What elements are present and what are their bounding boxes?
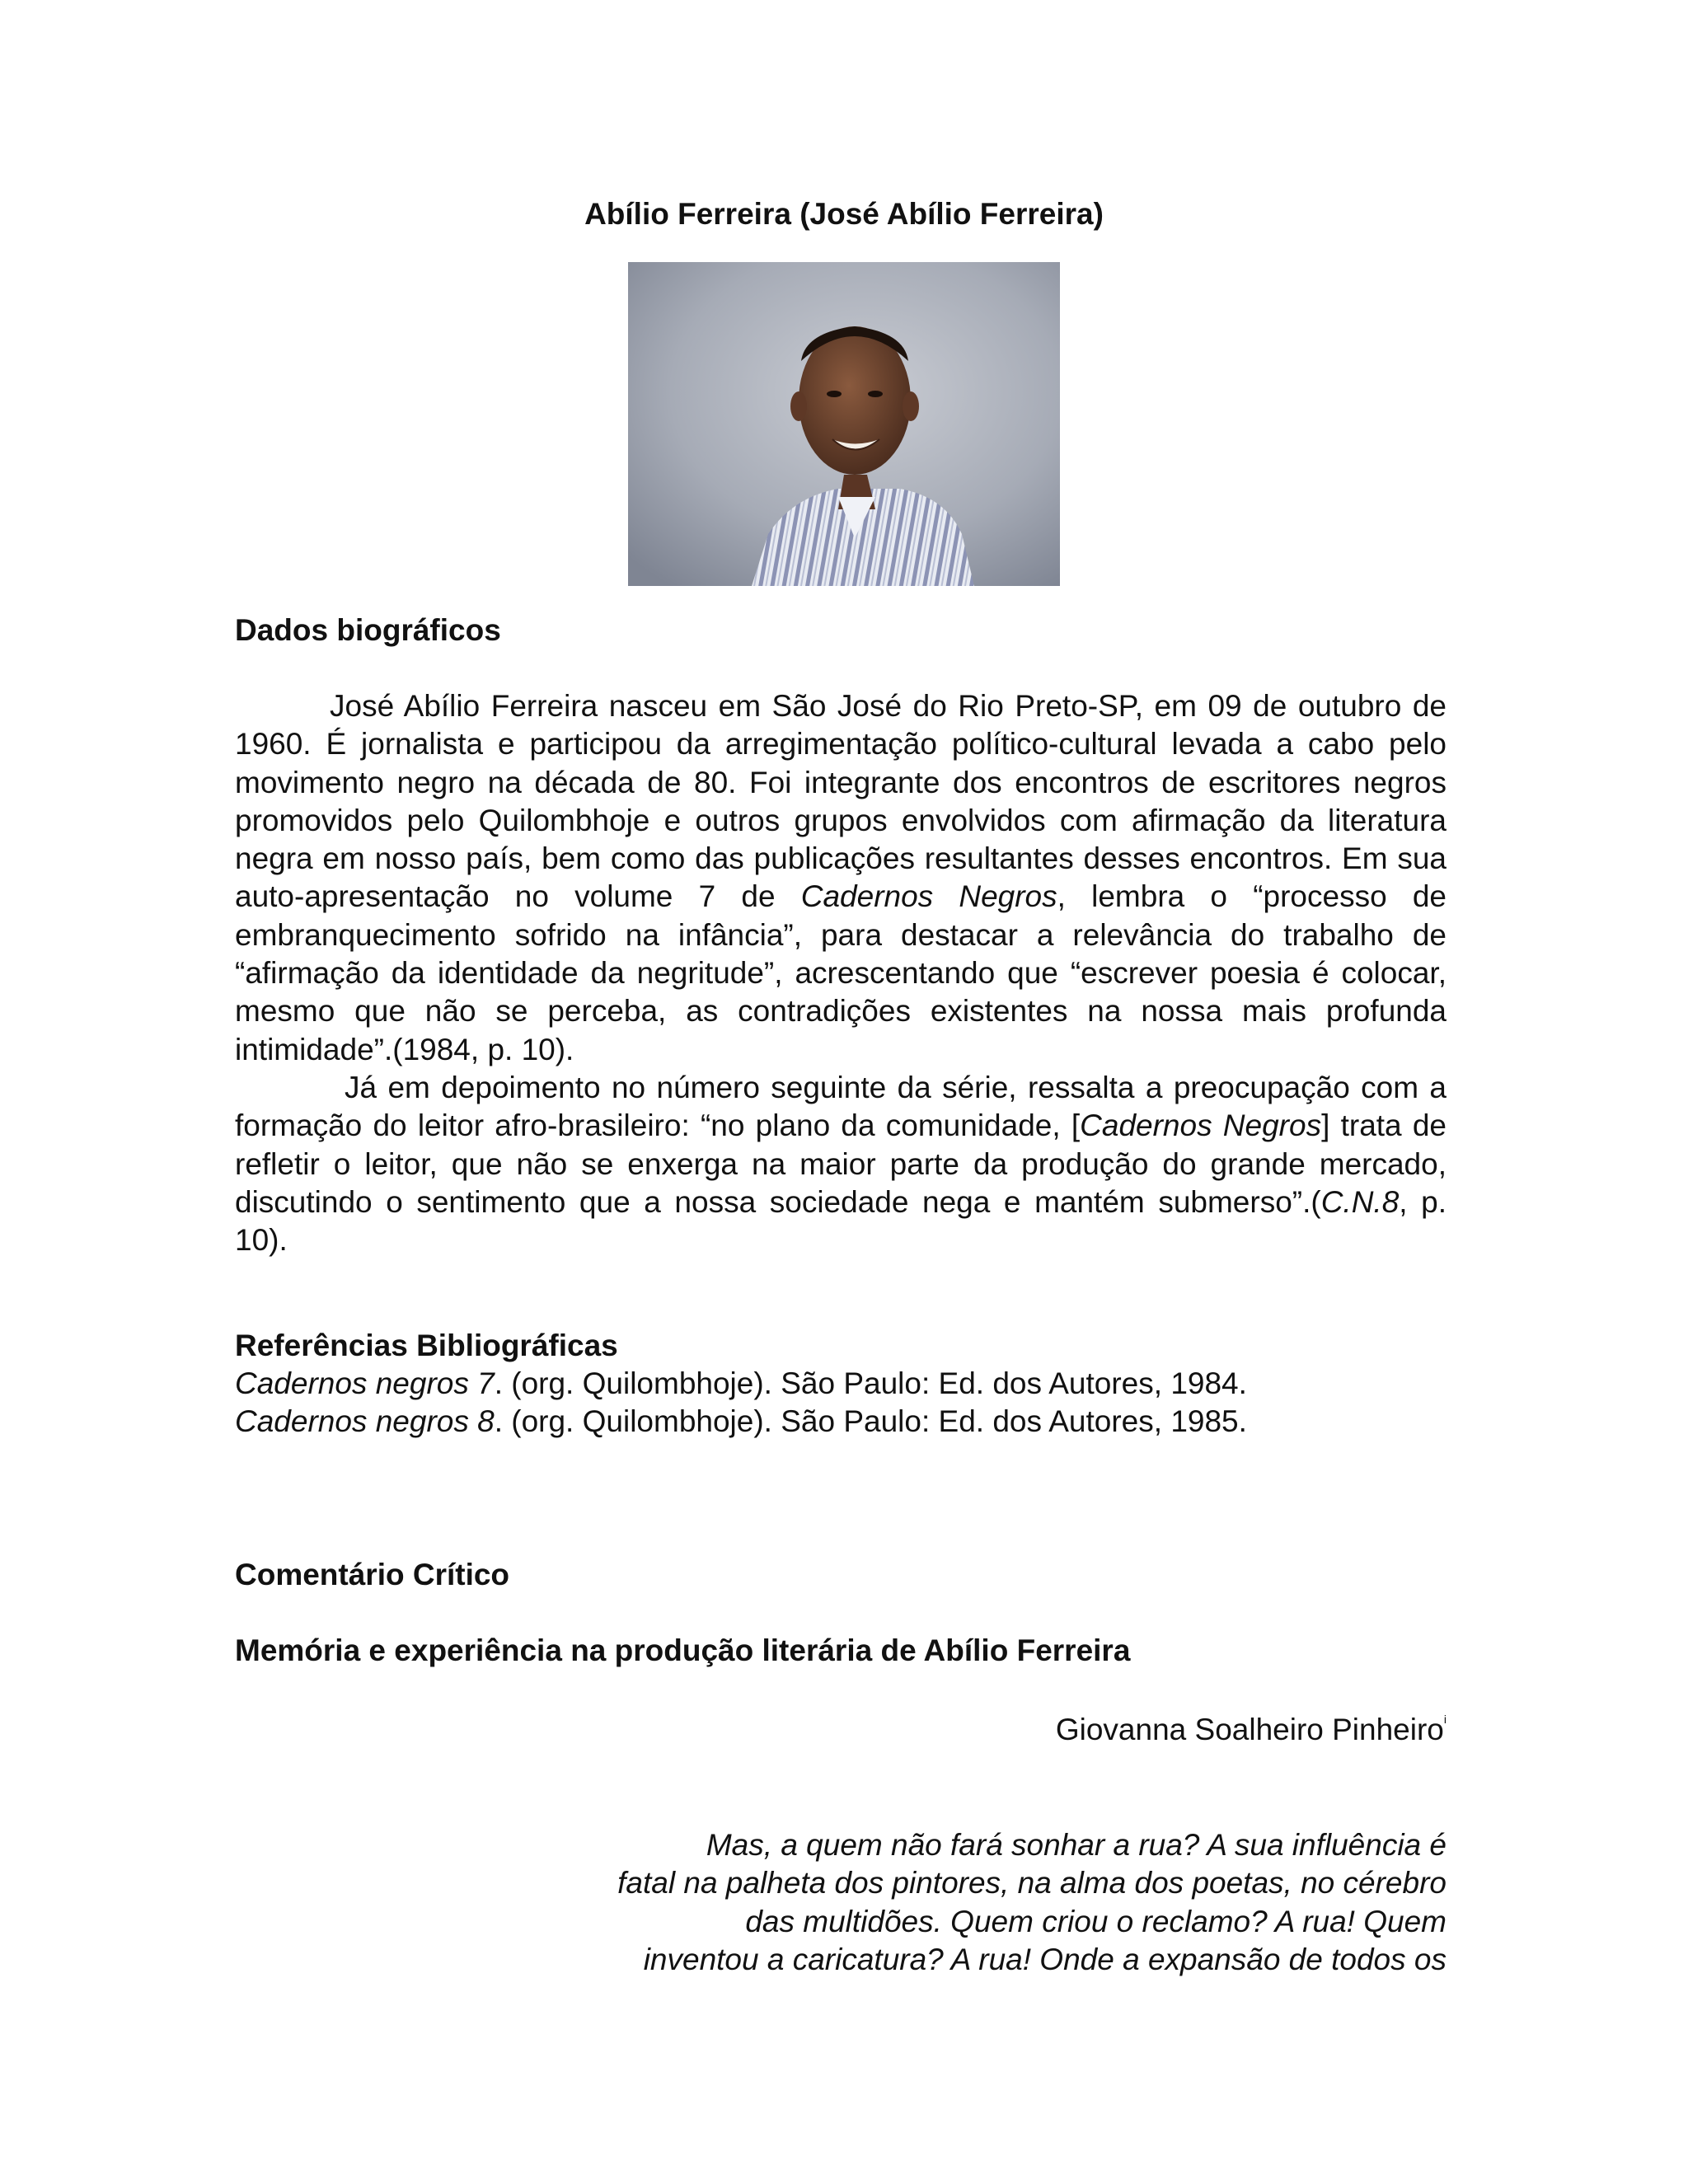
bio-paragraph-2 — [235, 1069, 1447, 1259]
epigraph — [499, 1826, 1447, 1979]
epigraph-line: inventou a caricatura? A rua! Onde a expansão de todos os — [643, 1942, 1447, 1976]
text-run: , p. 10). — [235, 1184, 1447, 1258]
text-run: . (org. Quilombhoje). São Paulo: Ed. dos Autores, 1985. — [494, 1404, 1247, 1438]
page-title: Abílio Ferreira (José Abílio Ferreira) — [584, 197, 1104, 231]
epigraph-line: Mas, a quem não fará sonhar a rua? A sua influência é — [706, 1828, 1447, 1862]
epigraph-line: das multidões. Quem criou o reclamo? A rua! Quem — [745, 1904, 1447, 1938]
bio-heading: Dados biográficos — [235, 613, 501, 647]
critical-section — [235, 1556, 1447, 1670]
epigraph-line: fatal na palheta dos pintores, na alma dos poetas, no cérebro — [617, 1866, 1447, 1900]
bio-paragraph-1 — [235, 687, 1447, 1069]
author-name: Giovanna Soalheiro Pinheiro — [1055, 1713, 1444, 1746]
text-run: José Abílio Ferreira nasceu em São José do Rio Preto-SP, em 09 de outubro de 1960. É jornalista e participou da arregimentação político-cultural levada a cabo pelo movimento negro na década de 80. Foi integrante dos encontros de escritores negros promovidos pelo Quilombhoje e outros grupos envolvidos com afirmação da literatura negra em nosso país, bem como das publicações resultantes desses encontros. Em sua auto-apresentação no volume 7 de — [235, 689, 1447, 914]
references-heading: Referências Bibliográficas — [235, 1329, 618, 1362]
author-photo — [628, 262, 1060, 586]
text-run: ] trata de refletir o leitor, que não se enxerga na maior parte da produção do grande mercado, discutindo o sentimento que a nossa sociedade nega e mantém submerso”.( — [235, 1108, 1447, 1219]
critical-subtitle: Memória e experiência na produção literária de Abílio Ferreira — [235, 1633, 1131, 1667]
italic-text: Cadernos Negros — [800, 879, 1057, 914]
bio-section — [235, 612, 1447, 1259]
author-footnote-marker[interactable]: i — [1443, 1713, 1447, 1726]
italic-text: Cadernos negros 8 — [235, 1404, 495, 1438]
reference-item — [235, 1403, 1447, 1441]
text-run: Já em depoimento no número seguinte da série, ressalta a preocupação com a formação do leitor afro-brasileiro: “no plano da comunidade, [ — [235, 1070, 1447, 1143]
references-section — [235, 1327, 1447, 1441]
text-run: . (org. Quilombhoje). São Paulo: Ed. dos Autores, 1984. — [494, 1366, 1247, 1400]
critical-author — [1056, 1711, 1447, 1749]
reference-item — [235, 1365, 1447, 1403]
italic-text: C.N.8 — [1320, 1184, 1400, 1219]
critical-heading: Comentário Crítico — [235, 1558, 510, 1591]
text-run: , lembra o “processo de embranquecimento sofrido na infância”, para destacar a relevância do trabalho de “afirmação da identidade da negritude”, acrescentando que “escrever poesia é colocar, mesmo que não se perceba, as contradições existentes na nossa mais profunda intimidade”.(1984, p. 10). — [235, 879, 1447, 1066]
italic-text: Cadernos negros 7 — [235, 1366, 495, 1400]
italic-text: Cadernos Negros — [1080, 1108, 1322, 1143]
